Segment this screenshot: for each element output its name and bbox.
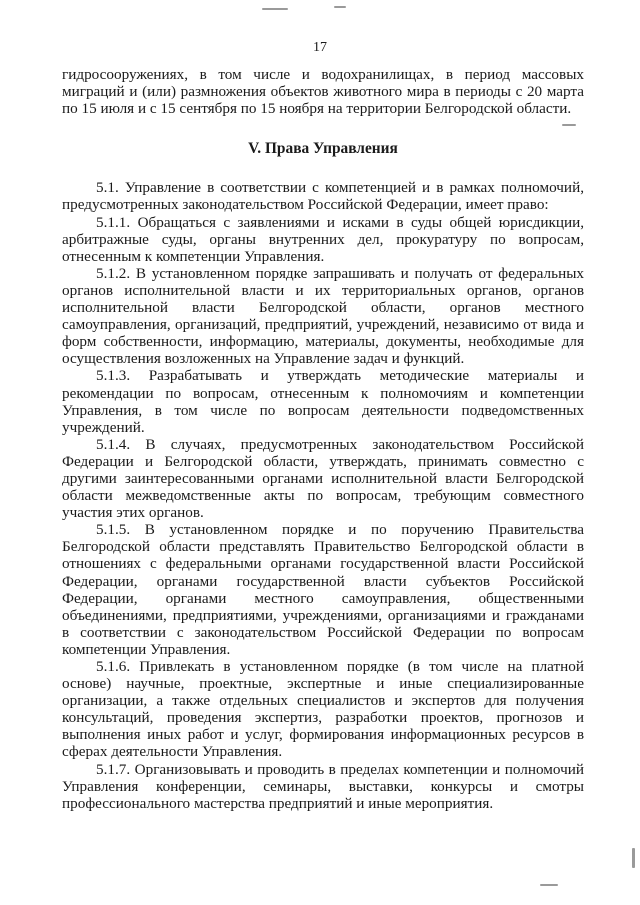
section-heading: V. Права Управления	[248, 140, 398, 158]
document-body	[62, 66, 584, 812]
page-number: 17	[313, 40, 327, 55]
paragraph-5-1-6: 5.1.6. Привлекать в установленном порядке (в том числе на платной основе) научные, проектные, экспертные и иные специализированные организации, а также отдельных специалистов и экспертов для получения консультаций, проведения экспертиз, разработки проектов, прогнозов и выполнения иных работ и услуг, формирования информационных ресурсов в сферах деятельности Управления.	[62, 658, 584, 761]
scan-speck	[632, 848, 635, 868]
scan-speck	[262, 8, 288, 10]
paragraph-5-1-4: 5.1.4. В случаях, предусмотренных законодательством Российской Федерации и Белгородской области, утверждать, принимать совместно с другими заинтересованными органами исполнительной власти Белгородской области межведомственные акты по вопросам, требующим совместного участия этих органов.	[62, 435, 584, 522]
scan-speck	[334, 6, 346, 8]
paragraph-5-1-3: 5.1.3. Разрабатывать и утверждать методические материалы и рекомендации по вопросам, отнесенным к полномочиям и компетенции Управления, в том числе по вопросам деятельности подведомственных учреждений.	[62, 367, 584, 436]
paragraph-5-1-2: 5.1.2. В установленном порядке запрашивать и получать от федеральных органов исполнительной власти и их территориальных органов, органов исполнительной власти Белгородской области, органов местного самоуправления, организаций, предприятий, учреждений, независимо от вида и форм собственности, информацию, материалы, документы, необходимые для осуществления возложенных на Управление задач и функций.	[62, 264, 584, 368]
continuation-paragraph: гидросооружениях, в том числе и водохранилищах, в период массовых миграций и (или) размножения объектов животного мира в периоды с 20 марта по 15 июля и с 15 сентября по 15 ноября на территории Белгородской области.	[62, 66, 584, 118]
paragraph-5-1-7: 5.1.7. Организовывать и проводить в пределах компетенции и полномочий Управления конференции, семинары, выставки, конкурсы и смотры профессионального мастерства предприятий и иные мероприятия.	[62, 760, 584, 812]
scan-speck	[562, 124, 576, 126]
paragraph-5-1-1: 5.1.1. Обращаться с заявлениями и исками в суды общей юрисдикции, арбитражные суды, органы внутренних дел, прокуратуру по вопросам, отнесенным к компетенции Управления.	[62, 213, 584, 265]
scan-speck	[540, 884, 558, 886]
paragraph-5-1-5: 5.1.5. В установленном порядке и по поручению Правительства Белгородской области представлять Правительство Белгородской области в отношениях с федеральными органами государственной власти Российской Федерации, органами государственной власти субъектов Российской Федерации, органами местного самоуправления, общественными объединениями, предприятиями, учреждениями, организациями и гражданами в соответствии с законодательством Российской Федерации по вопросам компетенции Управления.	[62, 521, 584, 658]
paragraph-5-1: 5.1. Управление в соответствии с компетенцией и в рамках полномочий, предусмотренных законодательством Российской Федерации, имеет право:	[62, 179, 584, 214]
